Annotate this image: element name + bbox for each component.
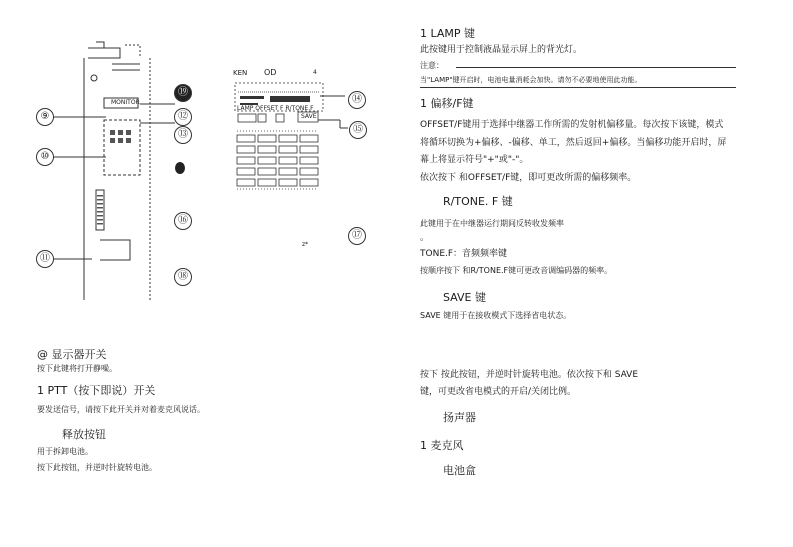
brand-label: KEN xyxy=(233,69,248,77)
callout-15: ⑮ xyxy=(349,121,367,139)
callout-13: ⑬ xyxy=(174,126,192,144)
save-desc: SAVE 键用于在接收模式下选择省电状态。 xyxy=(420,311,572,320)
rtone-heading: R/TONE. F 键 xyxy=(443,195,513,208)
monitor-label: MONITOR xyxy=(111,99,140,106)
callout-17: ⑰ xyxy=(348,227,366,245)
callout-16: ⑯ xyxy=(174,212,192,230)
lamp-desc: 此按键用于控制液晶显示屏上的背光灯。 xyxy=(420,45,583,55)
callout-19: ⑲ xyxy=(174,84,192,102)
microphone-heading: 1 麦克风 xyxy=(420,439,464,452)
callout-14: ⑭ xyxy=(348,91,366,109)
battery-para-1: 按下 按此按钮，并逆时针旋转电池。依次按下和 SAVE xyxy=(420,370,639,380)
tone-desc: 按顺序按下 和R/TONE.F键可更改音调编码器的频率。 xyxy=(420,266,613,275)
keypad xyxy=(237,131,318,189)
save-heading: SAVE 键 xyxy=(443,291,486,304)
offset-para-1: OFFSET/F键用于选择中继器工作所需的发射机偏移量。每次按下该键，模式 xyxy=(420,120,724,130)
battery-case-heading: 电池盒 xyxy=(443,464,476,477)
callout-10: ⑩ xyxy=(36,148,54,166)
tone-label: TONE.F：音频频率键 xyxy=(420,249,508,259)
callout-18: ⑱ xyxy=(174,268,192,286)
offset-para-2: 将循环切换为+偏移、-偏移、单工，然后返回+偏移。当偏移功能开启时，屏 xyxy=(420,138,727,148)
battery-para-2: 键，可更改省电模式的开启/关闭比例。 xyxy=(420,387,577,397)
rtone-desc: 此键用于在中继器运行期间反转收发频率 xyxy=(420,219,564,228)
monitor-switch-desc: 按下此键将打开静噪。 xyxy=(37,364,117,373)
lamp-row-label: LAMP OFFSET F R/TONE.F xyxy=(237,105,314,112)
od-label: OD xyxy=(264,68,277,77)
callout-11: ⑪ xyxy=(36,250,54,268)
offset-heading: 1 偏移/F键 xyxy=(420,97,474,110)
note-text: 当"LAMP"键开启时，电池电量消耗会加快。请勿不必要地使用此功能。 xyxy=(420,76,642,84)
release-desc-2: 按下此按钮，并逆时针旋转电池。 xyxy=(37,463,157,472)
note-divider-bottom xyxy=(420,87,736,88)
corner-label: 4 xyxy=(313,69,317,76)
ptt-heading: 1 PTT（按下即说）开关 xyxy=(37,384,156,397)
lamp-heading: 1 LAMP 键 xyxy=(420,27,476,40)
star-label: z* xyxy=(302,241,309,248)
rtone-bullet: 。 xyxy=(420,233,430,243)
note-label: 注意： xyxy=(420,61,444,70)
release-heading: 释放按钮 xyxy=(62,428,106,441)
callout-12: ⑫ xyxy=(174,108,192,126)
offset-para-4: 依次按下 和OFFSET/F键，即可更改所需的偏移频率。 xyxy=(420,173,637,183)
speaker-heading: 扬声器 xyxy=(443,411,476,424)
ptt-desc: 要发送信号，请按下此开关并对着麦克风说话。 xyxy=(37,405,205,414)
save-key-label: SAVE xyxy=(301,113,317,120)
note-divider-top xyxy=(456,67,736,68)
offset-para-3: 幕上将显示符号"+"或"-"。 xyxy=(420,155,529,165)
callout-9: ⑨ xyxy=(36,108,54,126)
release-desc-1: 用于拆卸电池。 xyxy=(37,447,93,456)
monitor-switch-heading: @ 显示器开关 xyxy=(37,348,107,361)
